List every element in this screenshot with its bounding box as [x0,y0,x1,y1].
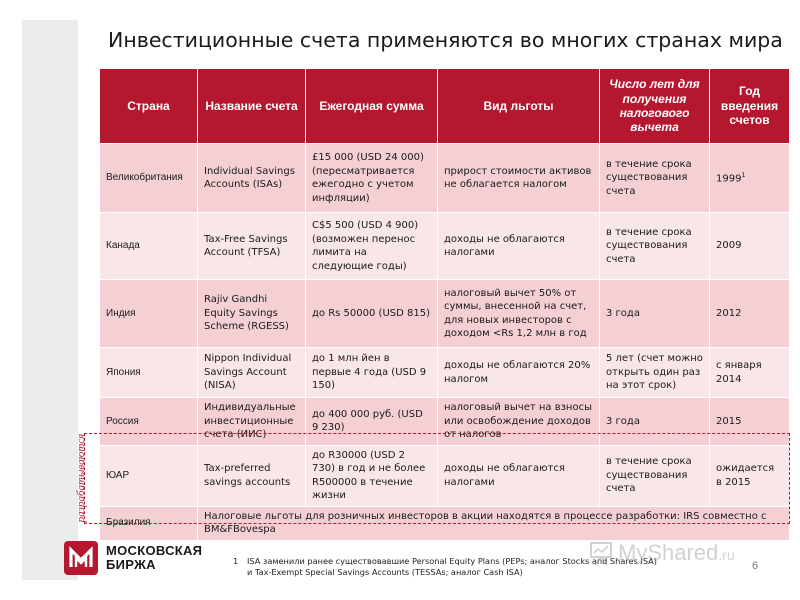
benefit-cell: налоговый вычет на взносы или освобождение доходов от налогов [438,398,600,446]
country-cell: Бразилия [100,506,198,540]
table-row [100,280,790,348]
benefit-cell: доходы не облагаются налогами [438,213,600,280]
country-cell: Япония [100,348,198,398]
annual-amount-cell: до 1 млн йен в первые 4 года (USD 9 150) [306,348,438,398]
benefit-cell: доходы не облагаются 20% налогом [438,348,600,398]
years-cell: в течение срока существования счета [600,213,710,280]
header-benefit: Вид льготы [438,69,600,144]
annual-amount-cell: £15 000 (USD 24 000) (пересматривается ежегодно с учетом инфляции) [306,144,438,213]
years-cell: 3 года [600,280,710,348]
account-name-cell: Индивидуальные инвестиционные счета (ИИС) [198,398,306,446]
slide-title: Инвестиционные счета применяются во многих странах мира [108,28,783,52]
annual-amount-cell: до R30000 (USD 2 730) в год и не более R500000 в течение жизни [306,445,438,506]
presentation-board-icon [588,540,614,566]
annual-amount-cell: до 400 000 руб. (USD 9 230) [306,398,438,446]
investment-accounts-table [99,68,790,541]
in-development-label: разрабатываются [75,433,87,523]
table-row [100,506,790,540]
footnote-text: ISA заменили ранее существовавшие Personal Equity Plans (PEPs; аналог Stocks and Shares ISA) и Tax-Exempt Special Savings Accounts (TESSAs; аналог Cash ISA) [247,556,657,577]
years-cell: 5 лет (счет можно открыть один раз на этот срок) [600,348,710,398]
country-cell: Индия [100,280,198,348]
country-cell: Канада [100,213,198,280]
left-gray-bar [22,20,78,580]
moex-logo-icon [64,541,98,575]
country-cell: Россия [100,398,198,446]
year-intro-cell: ожидается в 2015 [710,445,790,506]
annual-amount-cell: до Rs 50000 (USD 815) [306,280,438,348]
header-country: Страна [100,69,198,144]
header-year-intro: Год введения счетов [710,69,790,144]
account-name-cell: Tax-preferred savings accounts [198,445,306,506]
benefit-cell: налоговый вычет 50% от суммы, внесенной на счет, для новых инвесторов с доходом <Rs 1,2 млн в год [438,280,600,348]
account-name-cell: Individual Savings Accounts (ISAs) [198,144,306,213]
table-header-row [100,69,790,144]
header-annual-amount: Ежегодная сумма [306,69,438,144]
account-name-cell: Nippon Individual Savings Account (NISA) [198,348,306,398]
table-row [100,445,790,506]
header-years: Число лет для получения налогового вычета [600,69,710,144]
account-name-cell: Rajiv Gandhi Equity Savings Scheme (RGESS) [198,280,306,348]
table-row [100,144,790,213]
table-row [100,398,790,446]
year-intro-cell: 2015 [710,398,790,446]
myshared-watermark: MyShared.ru [588,540,735,566]
year-intro-cell: 1999$^1$ [710,144,790,213]
footnote-number: 1 [233,556,239,566]
header-account-name: Название счета [198,69,306,144]
brazil-note-cell: Налоговые льготы для розничных инвесторов в акции находятся в процессе разработки: IRS совместно с BM&FBovespa [198,506,790,540]
page-number: 6 [752,560,759,572]
moex-logo [64,541,224,575]
table-row [100,348,790,398]
years-cell: в течение срока существования счета [600,144,710,213]
years-cell: 3 года [600,398,710,446]
table-row [100,213,790,280]
year-intro-cell: 2012 [710,280,790,348]
years-cell: в течение срока существования счета [600,445,710,506]
year-intro-cell: 2009 [710,213,790,280]
country-cell: ЮАР [100,445,198,506]
footnote-marker: 1 [741,170,746,179]
account-name-cell: Tax-Free Savings Account (TFSA) [198,213,306,280]
annual-amount-cell: C$5 500 (USD 4 900) (возможен перенос лимита на следующие годы) [306,213,438,280]
benefit-cell: прирост стоимости активов не облагается налогом [438,144,600,213]
moex-logo-text: МОСКОВСКАЯ БИРЖА [106,543,203,572]
country-cell: Великобритания [100,144,198,213]
benefit-cell: доходы не облагаются налогами [438,445,600,506]
year-intro-cell: с января 2014 [710,348,790,398]
